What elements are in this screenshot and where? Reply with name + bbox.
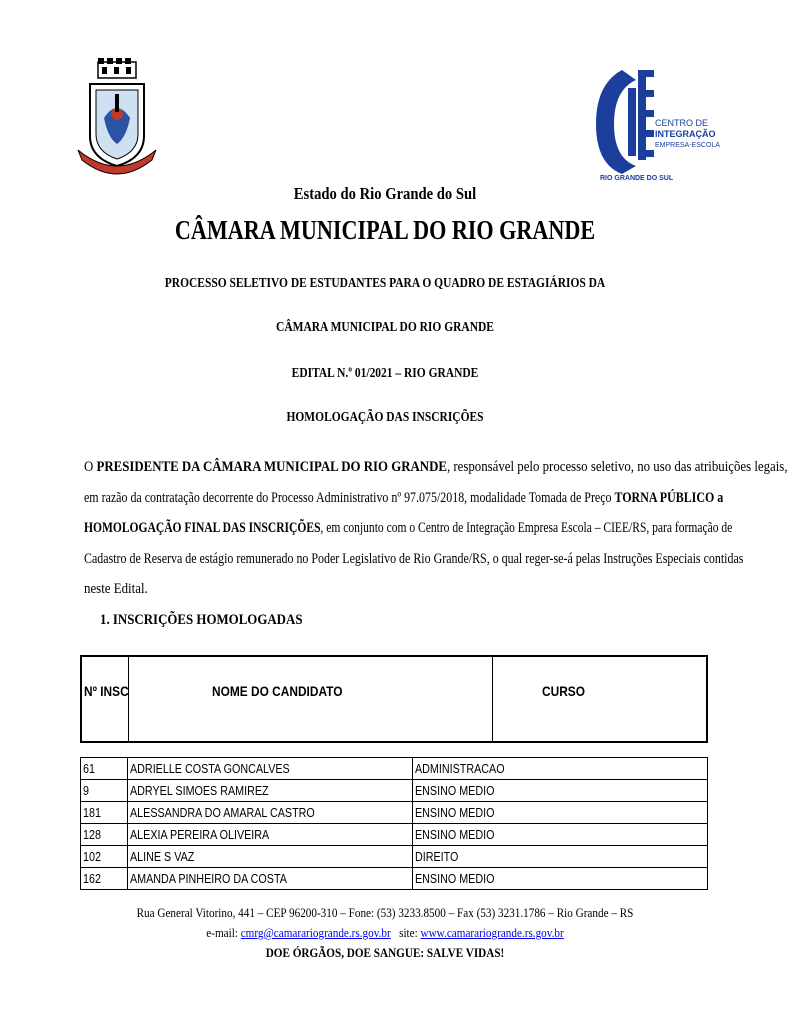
site-link[interactable]: www.camarariogrande.rs.gov.br xyxy=(420,925,564,940)
row-name: ALESSANDRA DO AMARAL CASTRO xyxy=(130,805,315,820)
col-course-header: CURSO xyxy=(542,683,585,699)
table-row xyxy=(81,780,708,802)
table-row xyxy=(81,846,708,868)
table-header xyxy=(80,655,708,743)
row-num: 9 xyxy=(83,783,89,798)
row-course: ENSINO MEDIO xyxy=(415,827,495,842)
intro-paragraph xyxy=(84,452,788,605)
ciee-line3: EMPRESA-ESCOLA xyxy=(655,142,720,149)
col-name-header: NOME DO CANDIDATO xyxy=(212,683,343,699)
row-name: ALINE S VAZ xyxy=(130,849,195,864)
row-name: AMANDA PINHEIRO DA COSTA xyxy=(130,871,287,886)
footer-contacts: e-mail: cmrg@camarariogrande.rs.gov.br site: www.camarariogrande.rs.gov.br xyxy=(206,925,564,940)
institution-title: CÂMARA MUNICIPAL DO RIO GRANDE xyxy=(174,215,596,245)
table-row xyxy=(81,824,708,846)
email-link[interactable]: cmrg@camarariogrande.rs.gov.br xyxy=(240,925,391,940)
row-num: 128 xyxy=(83,827,101,842)
row-name: ADRIELLE COSTA GONCALVES xyxy=(130,761,290,776)
row-course: ENSINO MEDIO xyxy=(415,783,495,798)
col-num-header: Nº INSC xyxy=(84,683,129,699)
section-heading: 1. INSCRIÇÕES HOMOLOGADAS xyxy=(100,612,303,628)
row-name: ALEXIA PEREIRA OLIVEIRA xyxy=(130,827,270,842)
candidates-table xyxy=(80,757,708,890)
intro-line-5: neste Edital. xyxy=(84,581,148,597)
row-course: DIREITO xyxy=(415,849,459,864)
coat-of-arms-logo xyxy=(76,58,158,182)
intro-line-3: HOMOLOGAÇÃO FINAL DAS INSCRIÇÕES, em conjunto com o Centro de Integração Empresa Escola – CIEE/RS, para formação de xyxy=(84,520,733,536)
row-name: ADRYEL SIMOES RAMIREZ xyxy=(130,783,269,798)
ciee-line2: INTEGRAÇÃO xyxy=(655,129,716,139)
intro-line-2: em razão da contratação decorrente do Processo Administrativo nº 97.075/2018, modalidade Tomada de Preço TORNA PÚBLICO a xyxy=(84,489,724,506)
intro-line-4: Cadastro de Reserva de estágio remunerado no Poder Legislativo de Rio Grande/RS, o qual reger-se-á pelas Instruções Especiais contidas xyxy=(84,550,744,567)
table-row xyxy=(81,868,708,890)
row-num: 162 xyxy=(83,871,101,886)
row-num: 181 xyxy=(83,805,101,820)
edital-number: EDITAL N.º 01/2021 – RIO GRANDE xyxy=(291,366,479,381)
state-heading: Estado do Rio Grande do Sul xyxy=(293,184,477,203)
table-row xyxy=(81,758,708,780)
homologation-heading: HOMOLOGAÇÃO DAS INSCRIÇÕES xyxy=(286,410,484,425)
process-title-line2: CÂMARA MUNICIPAL DO RIO GRANDE xyxy=(276,320,494,335)
ciee-city: RIO GRANDE DO SUL xyxy=(600,175,674,182)
intro-line-1: O PRESIDENTE DA CÂMARA MUNICIPAL DO RIO GRANDE, responsável pelo processo seletivo, no uso das atribuições legais, xyxy=(84,459,788,475)
row-course: ENSINO MEDIO xyxy=(415,805,495,820)
row-num: 102 xyxy=(83,849,101,864)
table-row xyxy=(81,802,708,824)
ciee-line1: CENTRO DE xyxy=(655,118,709,128)
row-num: 61 xyxy=(83,761,95,776)
footer-address: Rua General Vitorino, 441 – CEP 96200-310 – Fone: (53) 3233.8500 – Fax (53) 3231.1786 – Rio Grande – RS xyxy=(136,905,634,920)
ciee-logo xyxy=(592,66,720,184)
process-title-line1: PROCESSO SELETIVO DE ESTUDANTES PARA O QUADRO DE ESTAGIÁRIOS DA xyxy=(164,276,606,291)
footer-slogan: DOE ÓRGÃOS, DOE SANGUE: SALVE VIDAS! xyxy=(265,945,505,960)
row-course: ENSINO MEDIO xyxy=(415,871,495,886)
row-course: ADMINISTRACAO xyxy=(415,761,505,776)
